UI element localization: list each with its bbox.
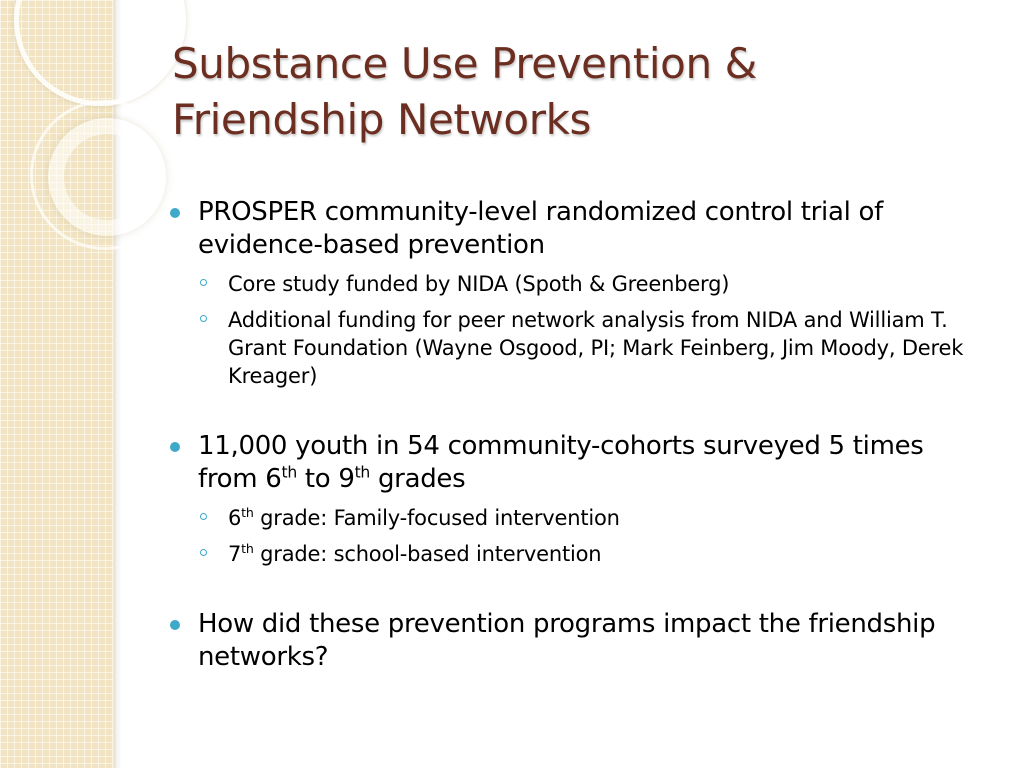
sub-bullet-circle-icon: [200, 549, 207, 556]
sub-bullet-text: Core study funded by NIDA (Spoth & Greenberg): [228, 272, 730, 296]
sub-bullet-text: Additional funding for peer network analysis from NIDA and William T. Grant Foundation (Wayne Osgood, PI; Mark Feinberg, Jim Moody, Derek Kreager): [228, 308, 964, 388]
slide-title: [172, 36, 992, 148]
sub-bullet-additional-funding: [170, 306, 990, 390]
sub-bullet-circle-icon: [200, 315, 207, 322]
sub-bullet-text: grade: Family-focused intervention: [253, 506, 620, 530]
sub-bullet-7th-grade: [170, 540, 990, 568]
decorative-ring-inner: [48, 118, 166, 236]
superscript-th: th: [241, 541, 254, 556]
grade-number: 6: [228, 506, 242, 530]
slide-title-line-2: Friendship Networks: [172, 95, 591, 144]
slide-body: [170, 196, 990, 674]
bullet-prosper-trial: [170, 196, 990, 262]
bullet-research-question: [170, 608, 990, 674]
bullet-text-part-c: grades: [370, 464, 466, 494]
superscript-th: th: [241, 505, 254, 520]
bullet-text-part-b: to 9: [296, 464, 355, 494]
grade-number: 7: [228, 542, 242, 566]
bullet-dot-icon: [170, 208, 180, 218]
superscript-th: th: [354, 463, 371, 482]
bullet-youth-survey: [170, 430, 990, 496]
bullet-text: How did these prevention programs impact the friendship networks?: [198, 609, 936, 672]
bullet-dot-icon: [170, 442, 180, 452]
bullet-text: PROSPER community-level randomized control trial of evidence-based prevention: [198, 197, 883, 260]
superscript-th: th: [281, 463, 297, 482]
slide-title-line-1: Substance Use Prevention &: [172, 39, 757, 88]
bullet-dot-icon: [170, 620, 180, 630]
sub-bullet-core-study: [170, 270, 990, 298]
bullet-text-part-a: 11,000 youth in 54 community-cohorts surveyed 5 times from 6: [198, 431, 924, 494]
sub-bullet-text: grade: school-based intervention: [253, 542, 602, 566]
sub-bullet-circle-icon: [200, 279, 207, 286]
sub-bullet-circle-icon: [200, 513, 207, 520]
sub-bullet-6th-grade: [170, 504, 990, 532]
